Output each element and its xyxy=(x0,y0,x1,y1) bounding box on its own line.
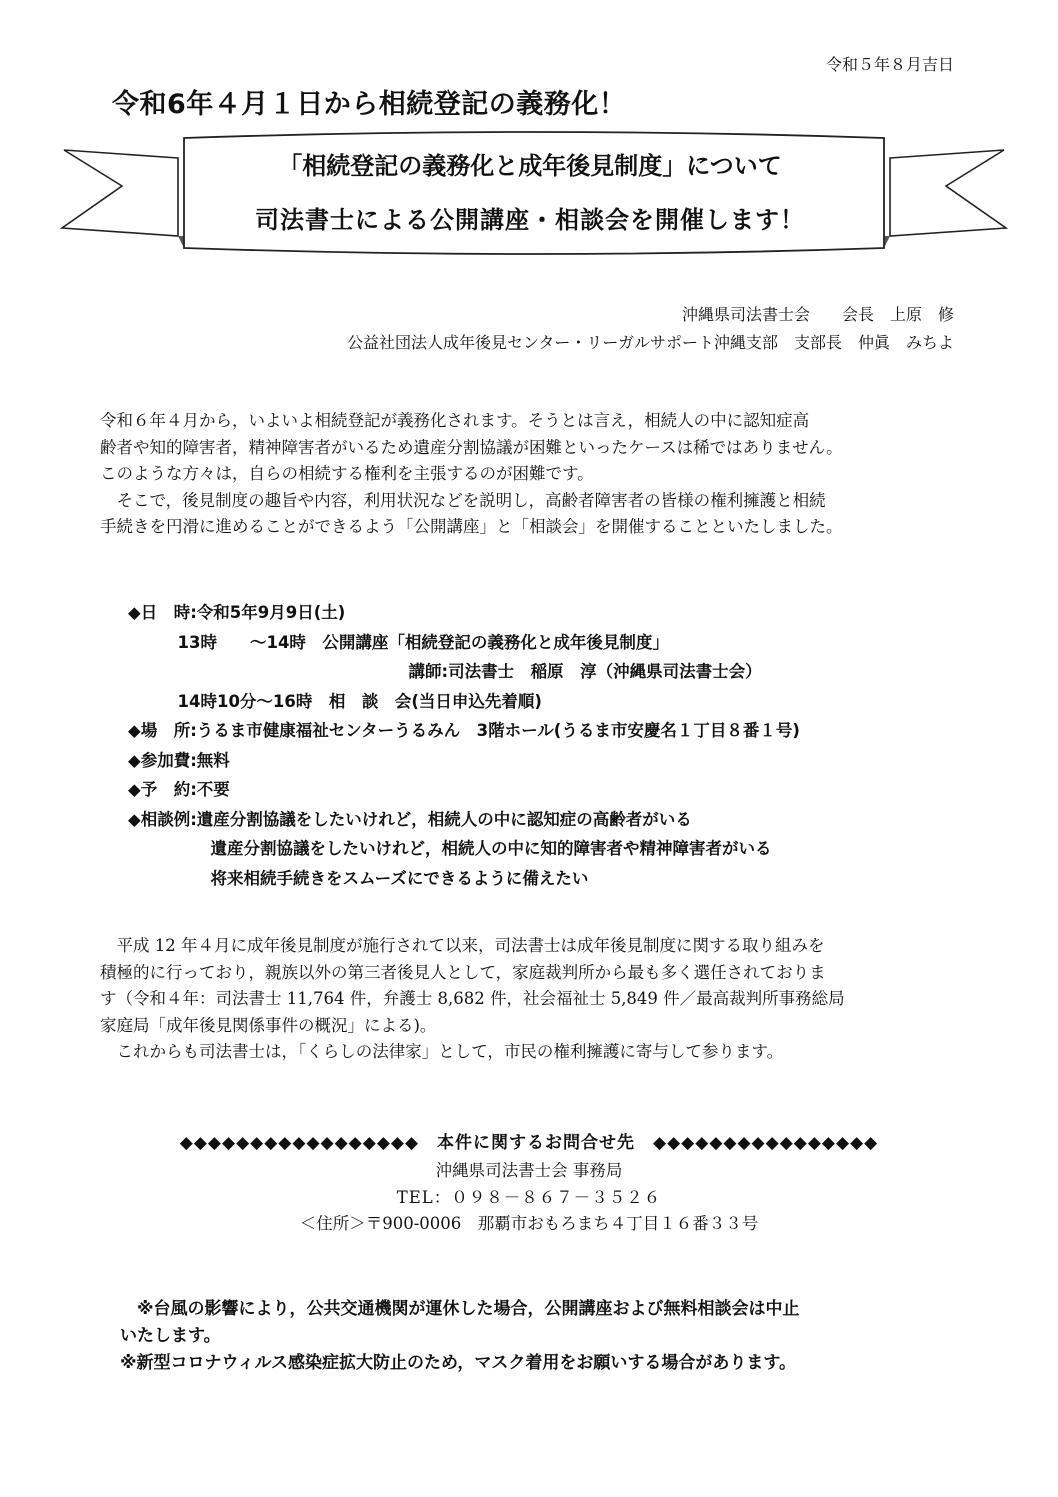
banner-title-line1: 「相続登記の義務化と成年後見制度」について xyxy=(278,152,782,180)
contact-tel: TEL：０９８－８６７－３５２６ xyxy=(396,1188,662,1207)
intro-line: 令和６年４月から，いよいよ相続登記が義務化されます。そうとは言え，相続人の中に認知症高 xyxy=(100,411,810,430)
outro-line: す（令和４年：司法書士 11,764 件，弁護士 8,682 件，社会福祉士 5,849 件／最高裁判所事務総局 xyxy=(100,989,845,1008)
outro-paragraph xyxy=(100,933,980,1066)
intro-line: このような方々は，自らの相続する権利を主張するのが困難です。 xyxy=(100,464,594,483)
detail-lecturer: 講師:司法書士 稲原 淳（沖縄県司法書士会） xyxy=(128,662,762,681)
detail-consultation-time: 14時10分～16時 相 談 会(当日申込先着順) xyxy=(128,691,542,711)
intro-paragraph xyxy=(100,408,980,541)
detail-date: ◆日 時:令和5年9月9日(土) xyxy=(128,603,346,622)
event-details xyxy=(128,598,800,893)
detail-example: ◆相談例:遺産分割協議をしたいけれど，相続人の中に認知症の高齢者がいる xyxy=(128,809,692,829)
notice-typhoon: ※台風の影響により，公共交通機関が運休した場合，公開講座および無料相談会は中止 xyxy=(120,1299,800,1319)
outro-line: 積極的に行っており，親族以外の第三者後見人として，家庭裁判所から最も多く選任されておりま xyxy=(100,962,826,982)
detail-lecture-time: 13時 ～14時 公開講座「相続登記の義務化と成年後見制度」 xyxy=(128,632,669,652)
organizer-line2: 公益社団法人成年後見センター・リーガルサポート沖縄支部 支部長 仲眞 みちよ xyxy=(346,333,954,352)
banner-title-line2: 司法書士による公開講座・相談会を開催します！ xyxy=(255,206,805,234)
detail-venue: ◆場 所:うるま市健康福祉センターうるみん 3階ホール(うるま市安慶名１丁目８番１号) xyxy=(128,721,800,740)
notice-typhoon-cont: いたします。 xyxy=(120,1326,221,1346)
organizer-line1: 沖縄県司法書士会 会長 上原 修 xyxy=(681,305,954,324)
notices xyxy=(120,1296,800,1377)
detail-fee: ◆参加費:無料 xyxy=(128,750,230,770)
intro-line: そこで，後見制度の趣旨や内容，利用状況などを説明し，高齢者障害者の皆様の権利擁護と相続 xyxy=(100,490,826,510)
contact-office: 沖縄県司法書士会 事務局 xyxy=(435,1161,623,1180)
outro-line: 家庭局「成年後見関係事件の概況」による)。 xyxy=(100,1015,437,1035)
notice-mask: ※新型コロナウィルス感染症拡大防止のため，マスク着用をお願いする場合があります。 xyxy=(120,1353,796,1373)
intro-line: 齢者や知的障害者，精神障害者がいるため遺産分割協議が困難といったケースは稀ではありません。 xyxy=(100,437,843,457)
outro-line: これからも司法書士は，「くらしの法律家」として，市民の権利擁護に寄与して参ります。 xyxy=(100,1042,784,1061)
outro-line: 平成 12 年４月に成年後見制度が施行されて以来，司法書士は成年後見制度に関する取り組みを xyxy=(100,936,825,955)
detail-reservation: ◆予 約:不要 xyxy=(128,780,230,799)
headline: 令和6年４月１日から相続登記の義務化！ xyxy=(112,89,627,120)
contact-heading: ◆◆◆◆◆◆◆◆◆◆◆◆◆◆◆◆◆ 本件に関するお問合せ先 ◆◆◆◆◆◆◆◆◆◆◆◆◆◆◆◆ xyxy=(179,1133,879,1153)
detail-example: 遺産分割協議をしたいけれど，相続人の中に知的障害者や精神障害者がいる xyxy=(128,839,772,858)
intro-line: 手続きを円滑に進めることができるよう「公開講座」と「相談会」を開催することといたしました。 xyxy=(100,517,843,536)
detail-example: 将来相続手続きをスムーズにできるように備えたい xyxy=(128,868,589,888)
issue-date: 令和５年８月吉日 xyxy=(825,55,954,74)
contact-address: ＜住所＞〒900-0006 那覇市おもろまち４丁目１６番３３号 xyxy=(299,1214,759,1233)
